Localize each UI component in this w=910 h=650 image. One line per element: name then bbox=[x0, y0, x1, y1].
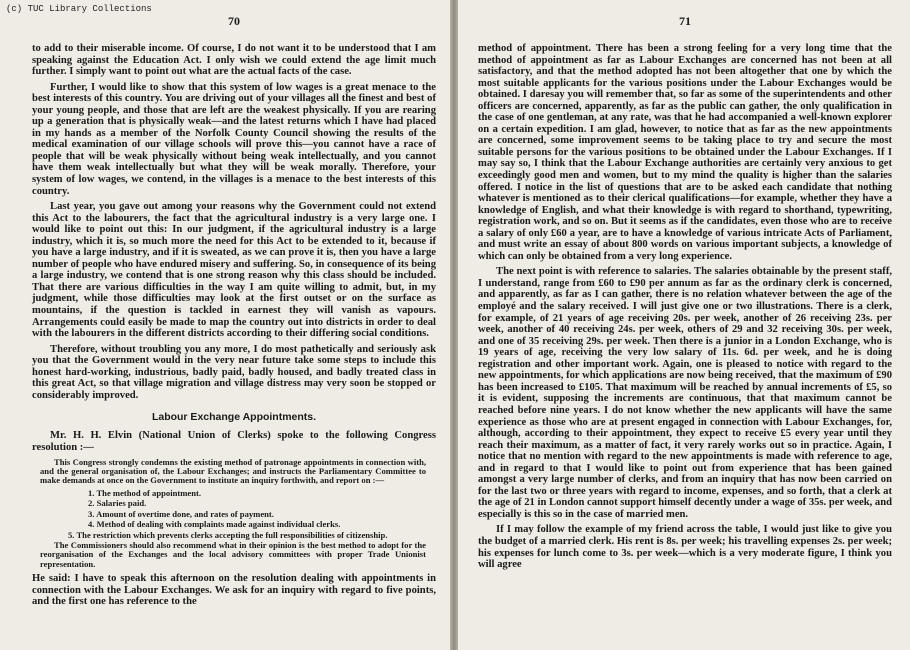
list-item: 5. The restriction which prevents clerks accepting the full responsibilities of citizenship. bbox=[68, 530, 388, 541]
list-item: 3. Amount of overtime done, and rates of payment. bbox=[88, 508, 274, 519]
left-page bbox=[0, 0, 450, 650]
list-item: 2. Salaries paid. bbox=[88, 498, 147, 509]
resolution-text: This Congress strongly condemns the existing method of patronage appointments in connection with, and the general organisation of, the Labour Exchanges; and instructs the Parliamentary Committee to make demands at once on the Government to institute an inquiry forthwith, and report on :— bbox=[40, 456, 426, 486]
speaker-intro: Mr. H. H. Elvin (National Union of Clerks) spoke to the following Congress resolution :— bbox=[32, 430, 436, 453]
paragraph: Further, I would like to show that this system of low wages is a great menace to the best interests of this country. You are driving out of your villages all the finest and best of your young people, and those that are left are the weakest physically. If you are rearing up a generation that is physically weak—and the latest returns which I have had placed in my hands as a member of the Norfolk County Council showing the results of the medical examination of our village schools will prove this—you cannot have a race of people that will be weak physically without being weak intellectually, and you cannot have them weak intellectually but what they will be weak morally. Therefore, your system of low wages, we contend, in the villages is a menace to the best interests of this country. bbox=[32, 81, 436, 197]
paragraph: He said: I have to speak this afternoon on the resolution dealing with appointments in connection with the Labour Exchanges. We ask for an inquiry with regard to five points, and the first one has reference to the bbox=[32, 572, 436, 608]
paragraph: Last year, you gave out among your reasons why the Government could not extend this Act to the labourers, the fact that the agricultural industry is a very large one. I would like to point out this: In our judgment, if the agricultural industry is a large industry, which it is, so much more the need for this Act to be extended to it, because if you have a large industry, and if it is sweated, as we can prove it is, then you have a large number of people who have endured misery and suffering. So, in consequence of its being a large industry, we contend that is one strong reason why this class should be included. That there are various difficulties in the way I am quite willing to admit, but, in my judgment, while those difficulties may look at the first outset or on the surface as mountains, if the question is tackled in earnest they will vanish as vapours. Arrangements could easily be made to map the country out into districts in order to deal with the labourers in the different districts according to their differing social conditions. bbox=[32, 201, 436, 340]
paragraph: Therefore, without troubling you any more, I do most pathetically and seriously ask you that the Government would in the very near future take some steps to include this honest hard-working, industrious, badly paid, badly housed, and badly treated class in this great Act, so that village migration and village distress may very soon be stopped or considerably improved. bbox=[32, 343, 436, 401]
paragraph: to add to their miserable income. Of course, I do not want it to be understood that I am speaking against the Education Act. I only wish we could extend the age limit much further. I simply want to point out what are the actual facts of the case. bbox=[32, 43, 436, 78]
paragraph: The next point is with reference to salaries. The salaries obtainable by the present staff, I understand, range from £60 to £90 per annum as far as the ordinary clerk is concerned, and apparently, as far as I can gather, there is no relation whatever between the age of the employé and the salary received. I will just give one or two illustrations. There is a clerk, for example, of 21 years of age receiving 20s. per week, another of 26 receiving 23s. per week, another of 40 receiving 24s. per week, others of 29 and 32 receiving 30s. per week, and one of 35 receiving 29s. per week. Then there is a junior in a London Exchange, who is 19 years of age, receiving the very low salary of 11s. 6d. per week, and he is doing registration and other important work. Again, one is pleased to notice with regard to the new appointments, for which applications are now being received, that the maximum of £90 has been increased to £105. That maximum will be reached by annual increments of £5, so it is evident, supposing the increments are continuous, that that maximum cannot be reached before nine years. I do not know whether the new applicants will have the same experience as those who are at present engaged in connection with Labour Exchanges, for, although, according to their appointment, they expect to receive £5 every year until they reach their maximum, as a matter of fact, it very rarely works out so in practice. Again, I notice that no mention with regard to the new appointments is made with reference to age, and in regard to that I would like to point out from experience that has been gained amongst a very large number of clerks, and from an inquiry that has now been carried on for the last two or three years with regard to income, expenses, and so forth, that a clerk at the age of 21 in London cannot support himself decently under a wage of 35s. per week, and especially is this so in the case of married men. bbox=[478, 266, 892, 520]
page-number: 71 bbox=[679, 14, 691, 28]
section-heading: Labour Exchange Appointments. bbox=[151, 411, 317, 424]
paragraph: If I may follow the example of my friend across the table, I would just like to give you the budget of a married clerk. His rent is 8s. per week; his travelling expenses 2s. per week; his expenses for lunch come to 3s. per week—which is a very moderate figure, I think you will agree bbox=[478, 524, 892, 571]
book-gutter bbox=[450, 0, 458, 650]
resolution-tail: The Commissioners should also recommend what in their opinion is the best method to adopt for the reorganisation of the Exchanges and the local advisory committees with proper Trade Unionist representation. bbox=[40, 539, 426, 569]
resolution-list bbox=[88, 488, 436, 530]
list-item: 1. The method of appointment. bbox=[88, 487, 202, 498]
paragraph: method of appointment. There has been a strong feeling for a very long time that the method of appointment as far as Labour Exchanges are concerned has not been at all satisfactory, and that the method adopted has not been altogether that one by which the most suitable applicants for the various positions under the Labour Exchanges would be obtained. I daresay you will remember that, so far as some of the superintendents and other officers are concerned, apparently, as far as the public can gather, the only qualification in the case of one gentleman, at any rate, was that he had accompanied a well-known explorer on a certain expedition. I am glad, however, to notice that as far as the new appointments are concerned, some improvement seems to be taking place to try and secure the most suitable persons for the various positions to be obtained under the Labour Exchanges. If I may say so, I think that the Labour Exchange authorities are certainly very anxious to get exceedingly good men and women, but to my mind the quality is higher than the salaries offered. I notice in the list of questions that are to be asked each candidate that nothing whatever is mentioned as to their clerical qualifications—for example, whether they have a knowledge of English, and what their knowledge is with regard to shorthand, typewriting, registration work, and so on. But it seems as if the candidates, even those who are to receive a salary of only £60 a year, are to have a knowledge of various intricate Acts of Parliament, and must write an essay of about 800 words on various important subjects, a knowledge of which can only be obtained from a very long experience. bbox=[478, 43, 892, 262]
list-item: 4. Method of dealing with complaints made against individual clerks. bbox=[88, 518, 341, 529]
right-page bbox=[458, 0, 910, 650]
page-number: 70 bbox=[228, 14, 240, 28]
copyright-watermark: (c) TUC Library Collections bbox=[6, 4, 152, 14]
